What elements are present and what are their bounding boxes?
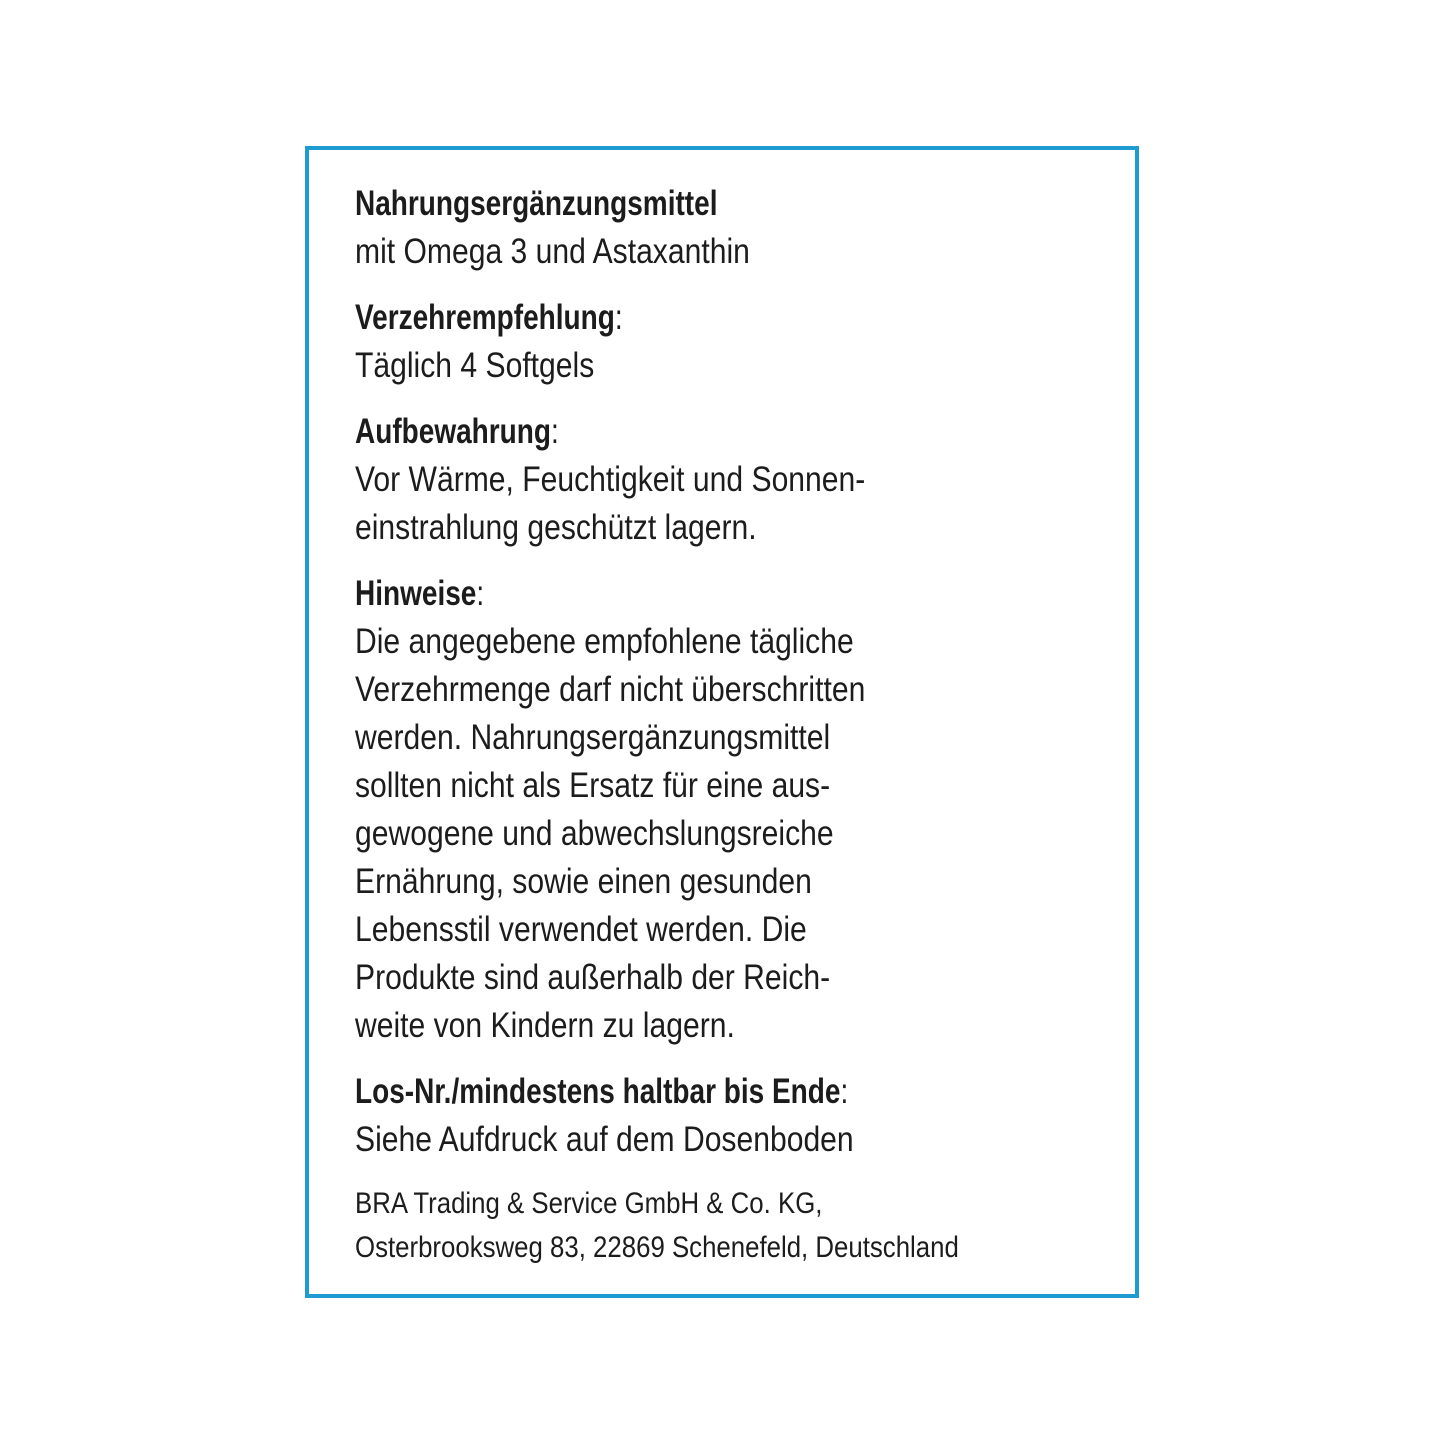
section-notes bbox=[355, 570, 1115, 1050]
section-text: werden. Nahrungsergänzungsmittel bbox=[355, 718, 831, 757]
section-text: mit Omega 3 und Astaxanthin bbox=[355, 232, 750, 271]
section-text: Täglich 4 Softgels bbox=[355, 346, 595, 385]
section-text: Ernährung, sowie einen gesunden bbox=[355, 862, 812, 901]
company-address: Osterbrooksweg 83, 22869 Schenefeld, Deutschland bbox=[355, 1231, 959, 1264]
section-text: Produkte sind außerhalb der Reich- bbox=[355, 958, 831, 997]
section-storage bbox=[355, 408, 1115, 552]
section-heading: Verzehrempfehlung: bbox=[355, 298, 623, 337]
section-text: weite von Kindern zu lagern. bbox=[355, 1006, 735, 1045]
manufacturer-address bbox=[355, 1182, 1115, 1270]
section-text: Siehe Aufdruck auf dem Dosenboden bbox=[355, 1120, 854, 1159]
section-heading: Hinweise: bbox=[355, 574, 485, 613]
label-content bbox=[355, 180, 1115, 1270]
section-text: Die angegebene empfohlene tägliche bbox=[355, 622, 854, 661]
section-heading: Nahrungsergänzungsmittel bbox=[355, 184, 718, 223]
section-text: gewogene und abwechslungsreiche bbox=[355, 814, 834, 853]
company-name: BRA Trading & Service GmbH & Co. KG, bbox=[355, 1187, 823, 1220]
section-lot-expiry bbox=[355, 1068, 1115, 1164]
section-text: einstrahlung geschützt lagern. bbox=[355, 508, 757, 547]
section-consumption-recommendation bbox=[355, 294, 1115, 390]
section-product-type bbox=[355, 180, 1115, 276]
section-text: Verzehrmenge darf nicht überschritten bbox=[355, 670, 866, 709]
section-text: sollten nicht als Ersatz für eine aus- bbox=[355, 766, 831, 805]
section-heading: Los-Nr./mindestens haltbar bis Ende: bbox=[355, 1072, 849, 1111]
section-text: Vor Wärme, Feuchtigkeit und Sonnen- bbox=[355, 460, 866, 499]
section-heading: Aufbewahrung: bbox=[355, 412, 559, 451]
section-text: Lebensstil verwendet werden. Die bbox=[355, 910, 807, 949]
